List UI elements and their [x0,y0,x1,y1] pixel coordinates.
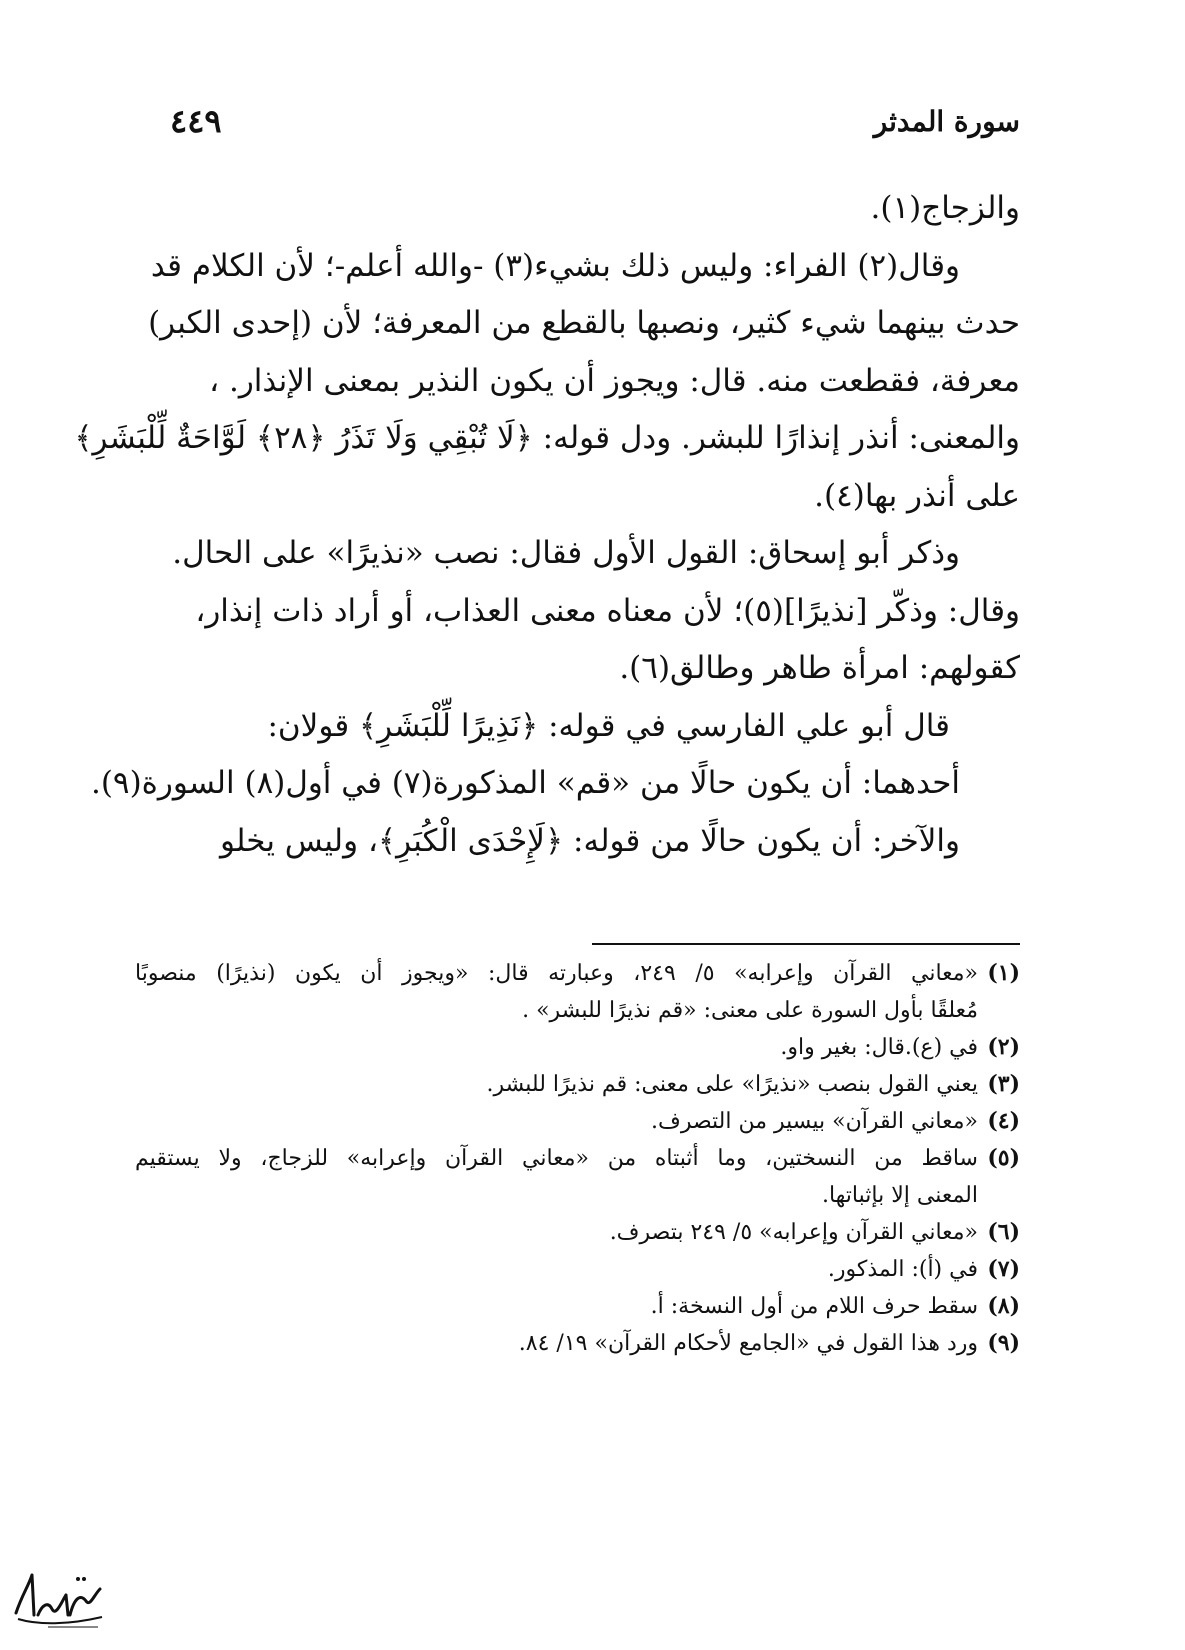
footnote-text: «معاني القرآن وإعرابه» ٥/ ٢٤٩ بتصرف. [609,1220,978,1245]
footnote-number: (٧) [987,1256,1020,1282]
footnote-text [135,955,978,1029]
footnote-line: ساقط من النسختين، وما أثبتاه من «معاني القرآن وإعرابه» للزجاج، ولا يستقيم [135,1146,978,1171]
footnote-text: في (أ): المذكور. [827,1257,978,1282]
page-number: ٤٤٩ [170,102,222,140]
footnote-number: (٥) [987,1145,1020,1171]
footnote-text [135,1140,978,1214]
text-line: وقال: وذكّر [نذيرًا](٥)؛ لأن معناه معنى العذاب، أو أراد ذات إنذار، [195,592,1020,629]
text-line: والزجاج(١). [870,190,1020,226]
footnote-line: «معاني القرآن وإعرابه» ٥/ ٢٤٩، وعبارته قال: «ويجوز أن يكون (نذيرًا) منصوبًا [135,961,979,986]
footnote-text: في (ع).قال: بغير واو. [780,1035,978,1060]
footnotes [135,955,1020,1362]
calligraphic-logo-icon [8,1565,108,1635]
main-text [74,180,1020,870]
text-line: وذكر أبو إسحاق: القول الأول فقال: نصب «نذيرًا» على الحال. [172,535,960,571]
footnote-4 [135,1103,1020,1140]
text-line: حدث بينهما شيء كثير، ونصبها بالقطع من المعرفة؛ لأن (إحدى الكبر) [148,305,1020,341]
footnote-9 [135,1325,1020,1362]
footnote-7 [135,1251,1020,1288]
footnote-text: «معاني القرآن» بيسير من التصرف. [651,1109,978,1134]
footnote-text: يعني القول بنصب «نذيرًا» على معنى: قم نذيرًا للبشر. [486,1072,978,1097]
text-line: معرفة، فقطعت منه. قال: ويجوز أن يكون النذير بمعنى الإنذار. ، [209,362,1020,399]
text-line: والآخر: أن يكون حالًا من قوله: ﴿لَإِحْدَى الْكُبَرِ﴾، وليس يخلو [220,822,960,859]
footnote-separator [592,943,1020,945]
text-line: على أنذر بها(٤). [814,477,1020,514]
footnote-5 [135,1140,1020,1214]
footnote-line: مُعلقًا بأول السورة على معنى: «قم نذيرًا للبشر» . [522,998,978,1023]
footnote-8 [135,1288,1020,1325]
footnote-1 [135,955,1020,1029]
footnote-line: المعنى إلا بإثباتها. [821,1183,978,1208]
text-line: كقولهم: امرأة طاهر وطالق(٦). [619,650,1020,686]
text-line: قال أبو علي الفارسي في قوله: ﴿نَذِيرًا لِّلْبَشَرِ﴾ قولان: [267,707,950,744]
footnote-text: سقط حرف اللام من أول النسخة: أ. [650,1294,978,1319]
footnote-number: (٨) [987,1293,1020,1319]
footnote-3 [135,1066,1020,1103]
footnote-number: (٣) [987,1071,1020,1097]
text-line: والمعنى: أنذر إنذارًا للبشر. ودل قوله: ﴿لَا تُبْقِي وَلَا تَذَرُ ﴿٢٨﴾ لَوَّاحَةٌ لِّلْبَشَرِ﴾ [74,420,1020,456]
footnote-number: (٢) [987,1034,1020,1060]
footnote-6 [135,1214,1020,1251]
footnote-text: ورد هذا القول في «الجامع لأحكام القرآن» ١٩/ ٨٤. [518,1331,978,1356]
footnote-number: (٤) [987,1108,1020,1134]
footnote-number: (٩) [987,1330,1020,1356]
footnote-number: (٦) [987,1219,1020,1245]
text-line: وقال(٢) الفراء: وليس ذلك بشيء(٣) -والله أعلم-؛ لأن الكلام قد [150,247,960,284]
footnote-2 [135,1029,1020,1066]
text-line: أحدهما: أن يكون حالًا من «قم» المذكورة(٧) في أول(٨) السورة(٩). [90,765,960,801]
page-header [170,96,1020,146]
footnote-number: (١) [987,960,1020,986]
surah-title: سورة المدثر [873,104,1020,138]
